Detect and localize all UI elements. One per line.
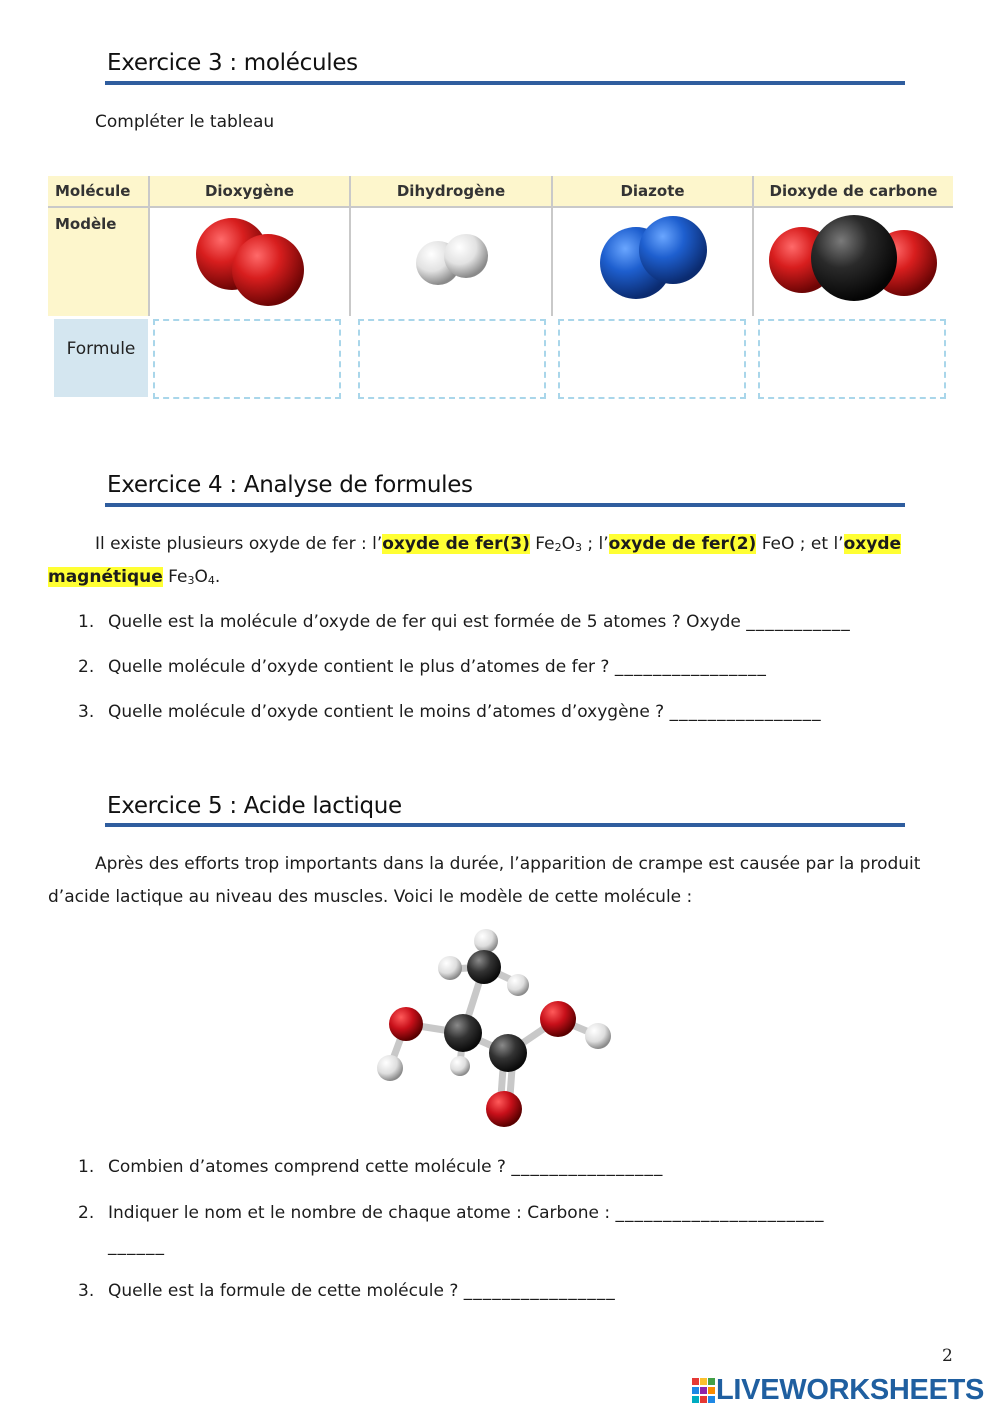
exercise-5-question-3: 3. Quelle est la formule de cette molécule ? ________________ bbox=[78, 1281, 616, 1301]
hydrogen-atom bbox=[377, 1055, 403, 1081]
column-diazote: Diazote bbox=[620, 182, 685, 200]
answer-blank[interactable]: ________________ bbox=[463, 1281, 616, 1301]
carbon-dioxide-model-image bbox=[754, 208, 953, 316]
oxygen-atom bbox=[486, 1091, 522, 1127]
hydrogen-atom bbox=[585, 1023, 611, 1049]
exercise-5-question-2-continuation bbox=[108, 1236, 165, 1256]
oxygen-atom bbox=[540, 1001, 576, 1037]
hydrogen-atom bbox=[450, 1056, 470, 1076]
highlight-magnetique: magnétique bbox=[48, 567, 163, 587]
carbon-atom bbox=[467, 950, 501, 984]
row-label-modele: Modèle bbox=[55, 215, 117, 233]
exercise-5-title: Exercice 5 : Acide lactique bbox=[107, 793, 402, 819]
exercise-5-intro-line2: d’acide lactique au niveau des muscles. Voici le modèle de cette molécule : bbox=[48, 887, 693, 907]
dihydrogen-model-image bbox=[351, 208, 551, 316]
column-dioxyde-de-carbone: Dioxyde de carbone bbox=[769, 182, 938, 200]
liveworksheets-logo[interactable] bbox=[692, 1374, 984, 1407]
exercise-4-question-2: 2. Quelle molécule d’oxyde contient le plus d’atomes de fer ? ________________ bbox=[78, 657, 767, 677]
highlight-oxyde: oxyde bbox=[843, 534, 902, 554]
answer-blank[interactable]: ________________ bbox=[614, 657, 767, 677]
carbon-atom bbox=[444, 1014, 482, 1052]
hydrogen-atom bbox=[507, 974, 529, 996]
liveworksheets-logo-text: LIVEWORKSHEETS bbox=[716, 1374, 985, 1406]
exercise-4-question-3: 3. Quelle molécule d’oxyde contient le moins d’atomes d’oxygène ? ________________ bbox=[78, 702, 822, 722]
column-dioxygene: Dioxygène bbox=[204, 182, 295, 200]
exercise-3-rule bbox=[105, 81, 905, 85]
highlight-oxyde-fer-3: oxyde de fer(3) bbox=[382, 534, 530, 554]
lactic-acid-model-image bbox=[368, 925, 623, 1135]
column-dihydrogene: Dihydrogène bbox=[396, 182, 506, 200]
page-number: 2 bbox=[942, 1346, 953, 1366]
row-label-formule: Formule bbox=[54, 319, 148, 397]
exercise-5-rule bbox=[105, 823, 905, 827]
nitrogen-atom bbox=[639, 216, 707, 284]
oxygen-atom bbox=[389, 1007, 423, 1041]
carbon-atom bbox=[811, 215, 897, 301]
dinitrogen-model-image bbox=[553, 208, 752, 316]
hydrogen-atom bbox=[444, 234, 488, 278]
row-label-molecule: Molécule bbox=[55, 182, 131, 200]
exercise-4-question-1: 1. Quelle est la molécule d’oxyde de fer qui est formée de 5 atomes ? Oxyde ___________ bbox=[78, 612, 851, 632]
exercise-4-intro-line1: Il existe plusieurs oxyde de fer : l’oxyde de fer(3) $Fe_2O_3$ ; l’oxyde de fer(2) FeO ; et l’oxyde bbox=[95, 534, 902, 554]
dioxygen-model-image bbox=[150, 208, 349, 316]
exercise-3-instruction: Compléter le tableau bbox=[95, 112, 275, 132]
hydrogen-atom bbox=[438, 956, 462, 980]
formula-input-dioxyde-de-carbone[interactable] bbox=[758, 319, 946, 399]
answer-blank[interactable]: ______ bbox=[108, 1236, 165, 1256]
exercise-4-intro-line2: magnétique $Fe_3O_4$. bbox=[48, 567, 221, 587]
hydrogen-atom bbox=[474, 929, 498, 953]
answer-blank[interactable]: ________________ bbox=[669, 702, 822, 722]
carbon-atom bbox=[489, 1034, 527, 1072]
liveworksheets-logo-icon bbox=[692, 1378, 716, 1404]
highlight-oxyde-fer-2: oxyde de fer(2) bbox=[608, 534, 757, 554]
formula-input-dihydrogene[interactable] bbox=[358, 319, 546, 399]
exercise-5-question-1: 1. Combien d’atomes comprend cette molécule ? ________________ bbox=[78, 1157, 664, 1177]
exercise-4-title: Exercice 4 : Analyse de formules bbox=[107, 472, 473, 498]
answer-blank[interactable]: ________________ bbox=[511, 1157, 664, 1177]
exercise-4-rule bbox=[105, 503, 905, 507]
molecule-table bbox=[48, 176, 953, 316]
formula-input-dioxygene[interactable] bbox=[153, 319, 341, 399]
exercise-3-title: Exercice 3 : molécules bbox=[107, 50, 358, 76]
exercise-5-intro-line1: Après des efforts trop importants dans la durée, l’apparition de crampe est causée par la produit bbox=[95, 854, 921, 874]
oxygen-atom bbox=[232, 234, 304, 306]
answer-blank[interactable]: ___________ bbox=[746, 612, 851, 632]
formula-input-diazote[interactable] bbox=[558, 319, 746, 399]
exercise-5-question-2: 2. Indiquer le nom et le nombre de chaque atome : Carbone : ______________________ bbox=[78, 1203, 825, 1223]
answer-blank[interactable]: ______________________ bbox=[615, 1203, 825, 1223]
